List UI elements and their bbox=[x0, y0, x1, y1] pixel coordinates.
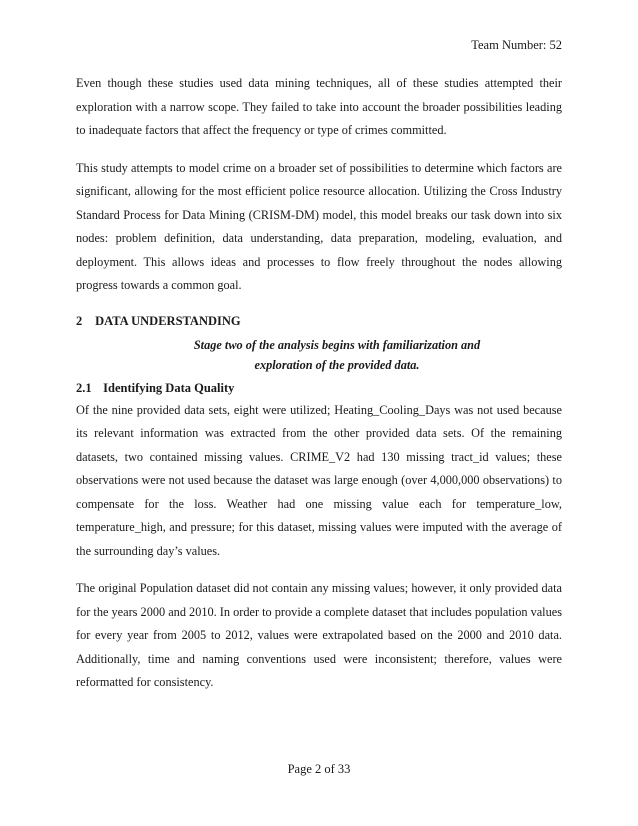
paragraph-narrow-scope: Even though these studies used data mining techniques, all of these studies attempted their exploration with a narrow scope. They failed to take into account the broader possibilities leading to inadequate factors that affect the frequency or type of crimes committed. bbox=[76, 76, 562, 137]
section-title: DATA UNDERSTANDING bbox=[95, 313, 241, 328]
page-number-footer: Page 2 of 33 bbox=[287, 762, 351, 776]
subsection-number: 2.1 bbox=[76, 380, 92, 395]
paragraph-population: The original Population dataset did not contain any missing values; however, it only provided data for the years 2000 and 2010. In order to provide a complete dataset that includes population values for every year from 2005 to 2012, values were extrapolated based on the 2000 and 2010 data. Additionally, time and naming conventions used were inconsistent; therefore, values were reformatted for consistency. bbox=[76, 581, 562, 689]
section-number: 2 bbox=[76, 313, 83, 328]
section-heading bbox=[76, 311, 562, 331]
paragraph-data-quality: Of the nine provided data sets, eight were utilized; Heating_Cooling_Days was not used because its relevant information was extracted from the other provided data sets. Of the remaining datasets, two contained missing values. CRIME_V2 had 130 missing tract_id values; these observations were not used because the dataset was large enough (over 4,000,000 observations) to compensate for the loss. Weather had one missing value each for temperature_low, temperature_high, and pressure; for this dataset, missing values were imputed with the average of the surrounding day’s values. bbox=[76, 402, 562, 558]
subsection-heading bbox=[76, 377, 562, 399]
document-body bbox=[76, 72, 562, 709]
paragraph-study-model: This study attempts to model crime on a broader set of possibilities to determine which factors are significant, allowing for the most efficient police resource allocation. Utilizing the Cross Industry Standard Process for Data Mining (CRISM-DM) model, this model breaks our task down into six nodes: problem definition, data understanding, data preparation, modeling, evaluation, and deployment. This allows ideas and processes to flow freely throughout the nodes allowing progress towards a common goal. bbox=[76, 160, 562, 292]
team-number-header: Team Number: 52 bbox=[471, 38, 562, 52]
subsection-title: Identifying Data Quality bbox=[103, 380, 235, 395]
stage-intro-line-1: Stage two of the analysis begins with familiarization and bbox=[193, 337, 481, 352]
stage-intro-line-2: exploration of the provided data. bbox=[254, 357, 420, 372]
stage-intro bbox=[76, 335, 562, 375]
